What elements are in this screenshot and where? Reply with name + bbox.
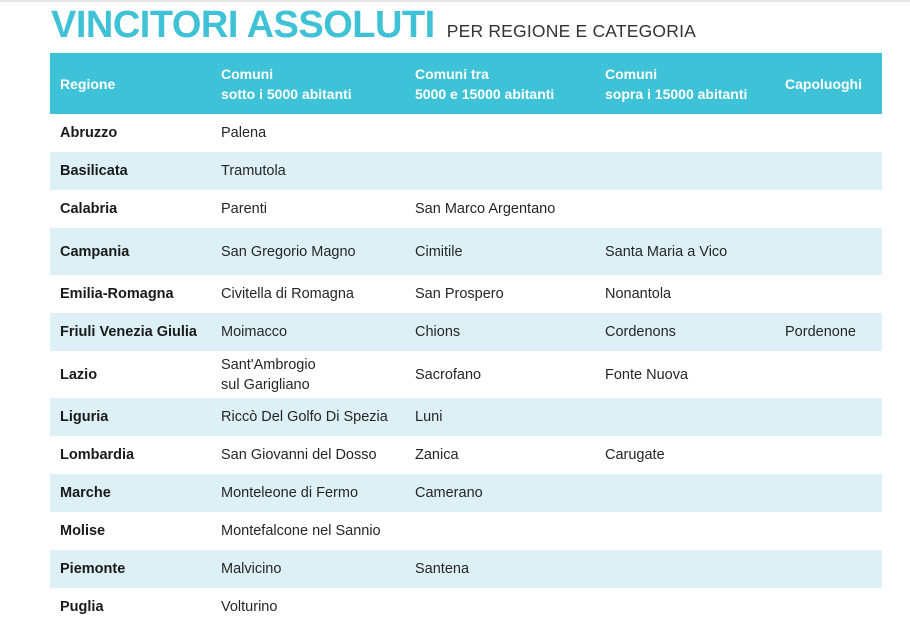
winner-cell-small: [211, 190, 405, 228]
winner-name: Santena: [415, 561, 470, 577]
winner-cell-large: [595, 114, 775, 152]
winner-cell-large: [595, 275, 775, 313]
table-header: [50, 53, 882, 114]
header-comuni-medium-line: 5000 e 15000 abitanti: [415, 85, 555, 102]
winner-cell-capital: [775, 588, 882, 624]
winner-name: Camerano: [415, 485, 483, 501]
table-row: [50, 275, 882, 313]
winner-cell-large: [595, 588, 775, 624]
winner-cell-medium: [405, 190, 595, 228]
table-row: [50, 398, 882, 436]
region-cell: Liguria: [60, 409, 109, 425]
winner-cell-small: [211, 436, 405, 474]
winner-name: Pordenone: [785, 324, 856, 340]
winner-cell-large: [595, 351, 775, 398]
winner-name: Cordenons: [605, 324, 676, 340]
region-cell: Puglia: [60, 599, 104, 615]
header-comuni-large-line: Comuni: [605, 65, 658, 82]
winner-name: Nonantola: [605, 286, 672, 302]
winner-cell-small: [211, 512, 405, 550]
region-cell: Campania: [60, 243, 130, 260]
winner-cell-small: [211, 228, 405, 275]
winner-cell-capital: [775, 474, 882, 512]
winner-cell-small: [211, 398, 405, 436]
winner-name: Volturino: [221, 599, 278, 615]
winner-cell-medium: [405, 398, 595, 436]
table-body: [50, 114, 882, 624]
header-capoluoghi-line: Capoluoghi: [785, 75, 862, 92]
table-row: [50, 351, 882, 398]
winner-cell-large: [595, 152, 775, 190]
winner-name: Tramutola: [221, 163, 286, 179]
header-comuni-small-line: Comuni: [221, 65, 274, 82]
header-comuni-large: [595, 53, 775, 114]
region-cell: Basilicata: [60, 163, 128, 179]
winner-cell-large: [595, 512, 775, 550]
winner-cell-small: [211, 114, 405, 152]
winner-cell-medium: [405, 436, 595, 474]
winner-cell-small: [211, 351, 405, 398]
winner-cell-medium: [405, 474, 595, 512]
table-row: [50, 190, 882, 228]
table-row: [50, 228, 882, 275]
region-cell: Molise: [60, 523, 106, 539]
winner-name: Civitella di Romagna: [221, 286, 354, 302]
table-row: [50, 550, 882, 588]
region-cell: Lombardia: [60, 447, 135, 463]
heading: [51, 0, 696, 44]
region-cell: Lazio: [60, 366, 98, 383]
winner-name: Carugate: [605, 447, 665, 463]
header-comuni-large-line: sopra i 15000 abitanti: [605, 85, 748, 102]
winner-name: Sacrofano: [415, 366, 482, 383]
winner-cell-medium: [405, 512, 595, 550]
winner-cell-small: [211, 152, 405, 190]
header-capoluoghi: [775, 53, 882, 114]
winner-cell-large: [595, 228, 775, 275]
table-row: [50, 512, 882, 550]
winner-cell-small: [211, 275, 405, 313]
winner-cell-large: [595, 190, 775, 228]
winner-name: Cimitile: [415, 243, 463, 260]
winner-cell-capital: [775, 436, 882, 474]
winner-cell-capital: [775, 114, 882, 152]
table-row: [50, 474, 882, 512]
winner-cell-small: [211, 588, 405, 624]
winner-name: Palena: [221, 125, 267, 141]
winner-name: Montefalcone nel Sannio: [221, 523, 381, 539]
winner-cell-small: [211, 313, 405, 351]
winner-cell-medium: [405, 275, 595, 313]
winner-name: Fonte Nuova: [605, 366, 689, 383]
winner-name: Monteleone di Fermo: [221, 485, 359, 501]
winner-cell-capital: [775, 190, 882, 228]
winner-cell-capital: [775, 512, 882, 550]
table-row: [50, 313, 882, 351]
winner-cell-capital: [775, 275, 882, 313]
header-comuni-medium-line: Comuni tra: [415, 65, 489, 82]
winner-name: San Gregorio Magno: [221, 243, 356, 260]
winner-cell-capital: [775, 550, 882, 588]
page-title: VINCITORI ASSOLUTI: [51, 4, 435, 46]
winner-name: Luni: [415, 409, 443, 425]
winner-cell-capital: [775, 398, 882, 436]
winner-name: Zanica: [415, 447, 459, 463]
winner-cell-medium: [405, 114, 595, 152]
winner-name: Parenti: [221, 201, 267, 217]
region-cell: Abruzzo: [60, 125, 118, 141]
region-cell: Calabria: [60, 201, 118, 217]
winner-cell-small: [211, 550, 405, 588]
winner-name: Chions: [415, 324, 461, 340]
table-header-row: [50, 53, 882, 114]
header-regione-line: Regione: [60, 75, 116, 92]
region-cell: Friuli Venezia Giulia: [60, 324, 197, 340]
winner-cell-large: [595, 436, 775, 474]
winner-name: Malvicino: [221, 561, 282, 577]
winner-name: Sant'Ambrogio: [221, 356, 316, 373]
winner-name: San Giovanni del Dosso: [221, 447, 377, 463]
winner-name: San Marco Argentano: [415, 201, 556, 217]
winner-cell-medium: [405, 588, 595, 624]
winner-cell-capital: [775, 313, 882, 351]
winner-name: Moimacco: [221, 324, 288, 340]
winner-cell-medium: [405, 228, 595, 275]
page-subtitle: PER REGIONE E CATEGORIA: [446, 20, 697, 41]
table-row: [50, 588, 882, 624]
winner-cell-large: [595, 474, 775, 512]
winner-cell-medium: [405, 313, 595, 351]
winner-name: San Prospero: [415, 286, 504, 302]
region-cell: Marche: [60, 485, 111, 501]
winner-cell-capital: [775, 351, 882, 398]
table-row: [50, 436, 882, 474]
winner-cell-medium: [405, 152, 595, 190]
header-regione: [50, 53, 211, 114]
winner-cell-small: [211, 474, 405, 512]
winner-cell-capital: [775, 152, 882, 190]
winners-table: [50, 53, 882, 624]
table-row: [50, 114, 882, 152]
winner-cell-large: [595, 398, 775, 436]
winner-cell-large: [595, 313, 775, 351]
region-cell: Piemonte: [60, 561, 126, 577]
winner-cell-medium: [405, 351, 595, 398]
header-comuni-small: [211, 53, 405, 114]
header-comuni-medium: [405, 53, 595, 114]
winner-cell-medium: [405, 550, 595, 588]
table-row: [50, 152, 882, 190]
region-cell: Emilia-Romagna: [60, 286, 174, 302]
winner-cell-capital: [775, 228, 882, 275]
winners-table-container: [50, 53, 882, 624]
winner-name: sul Garigliano: [221, 376, 310, 393]
header-comuni-small-line: sotto i 5000 abitanti: [221, 85, 352, 102]
winner-cell-large: [595, 550, 775, 588]
winner-name: Riccò Del Golfo Di Spezia: [221, 409, 388, 425]
winner-name: Santa Maria a Vico: [605, 243, 728, 260]
